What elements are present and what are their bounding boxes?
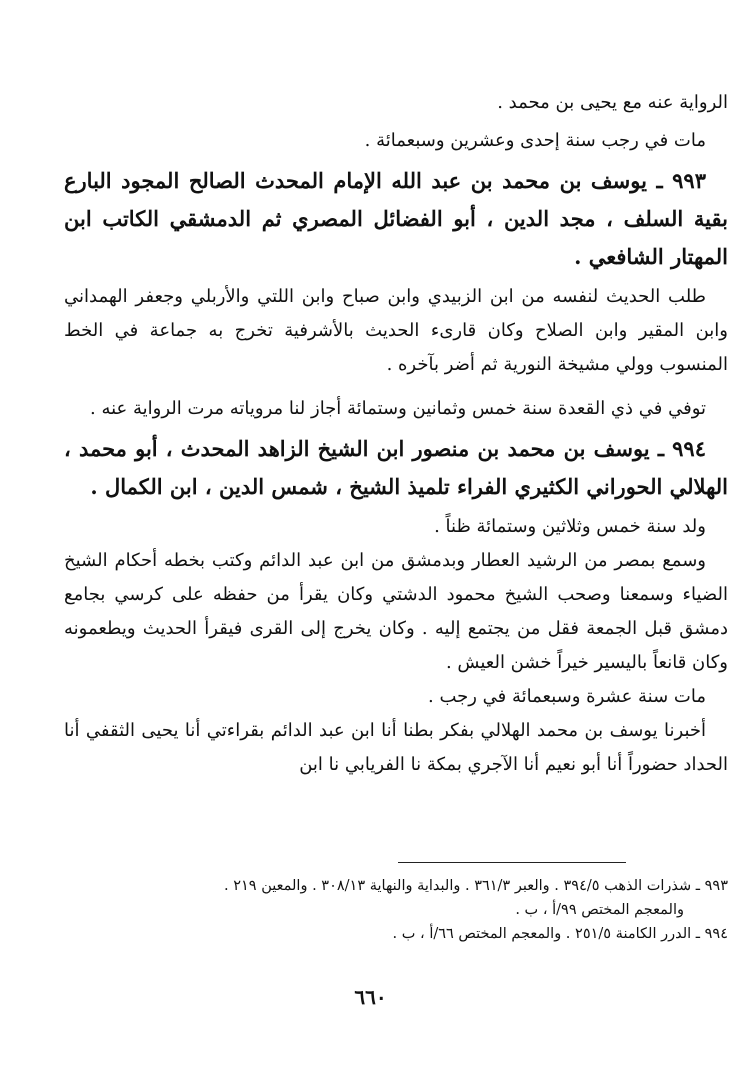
paragraph-5: ولد سنة خمس وثلاثين وستمائة ظناً . xyxy=(434,516,706,537)
paragraph-7: مات سنة عشرة وسبعمائة في رجب . xyxy=(428,686,706,707)
footnote-993 xyxy=(64,874,728,922)
paragraph-2: مات في رجب سنة إحدى وعشرين وسبعمائة . xyxy=(364,130,706,151)
page-number: ٦٦٠ xyxy=(354,985,387,1009)
footnote-994: ٩٩٤ ـ الدرر الكامنة ٢٥١/٥ . والمعجم المختص ٦٦/أ ، ب . xyxy=(392,926,728,942)
entry-994-heading: ٩٩٤ ـ يوسف بن محمد بن منصور ابن الشيخ الزاهد المحدث ، أبو محمد ، الهلالي الحوراني الكثيري الفراء تلميذ الشيخ ، شمس الدين ، ابن الكمال . xyxy=(64,436,728,499)
footnote-993-line-2: والمعجم المختص ٩٩/أ ، ب . xyxy=(515,902,684,918)
paragraph-1: الرواية عنه مع يحيى بن محمد . xyxy=(497,92,728,113)
paragraph-3: طلب الحديث لنفسه من ابن الزبيدي وابن صباح وابن اللتي والأربلي وجعفر الهمداني وابن المقير وابن الصلاح وكان قارىء الحديث بالأشرفية تخرج به جماعة في الخط المنسوب وولي مشيخة النورية ثم أضر بآخره . xyxy=(64,286,728,375)
footnote-divider xyxy=(398,862,626,863)
footnotes xyxy=(64,874,728,946)
entry-993-heading: ٩٩٣ ـ يوسف بن محمد بن عبد الله الإمام المحدث الصالح المجود البارع بقية السلف ، مجد الدين ، أبو الفضائل المصري ثم الدمشقي الكاتب ابن المهتار الشافعي . xyxy=(64,168,728,269)
paragraph-6: وسمع بمصر من الرشيد العطار وبدمشق من ابن عبد الدائم وكتب بخطه أحكام الشيخ الضياء وسمعنا وصحب الشيخ محمود الدشتي وكان يقرأ من حفظه على كرسي بجامع دمشق قبل الجمعة فقل من يجتمع إليه . وكان يخرج إلى القرى فيقرأ الحديث ويطعمونه وكان قانعاً باليسير خيراً خشن العيش . xyxy=(64,550,728,673)
main-text xyxy=(64,86,728,782)
paragraph-8: أخبرنا يوسف بن محمد الهلالي بفكر بطنا أنا ابن عبد الدائم بقراءتي أنا يحيى الثقفي أنا الحداد حضوراً أنا أبو نعيم أنا الآجري بمكة نا الفريابي نا ابن xyxy=(64,720,728,775)
paragraph-4: توفي في ذي القعدة سنة خمس وثمانين وستمائة أجاز لنا مروياته مرت الرواية عنه . xyxy=(90,398,706,419)
footnote-993-line-1: ٩٩٣ ـ شذرات الذهب ٣٩٤/٥ . والعبر ٣٦١/٣ . والبداية والنهاية ٣٠٨/١٣ . والمعين ٢١٩ . xyxy=(224,878,728,894)
